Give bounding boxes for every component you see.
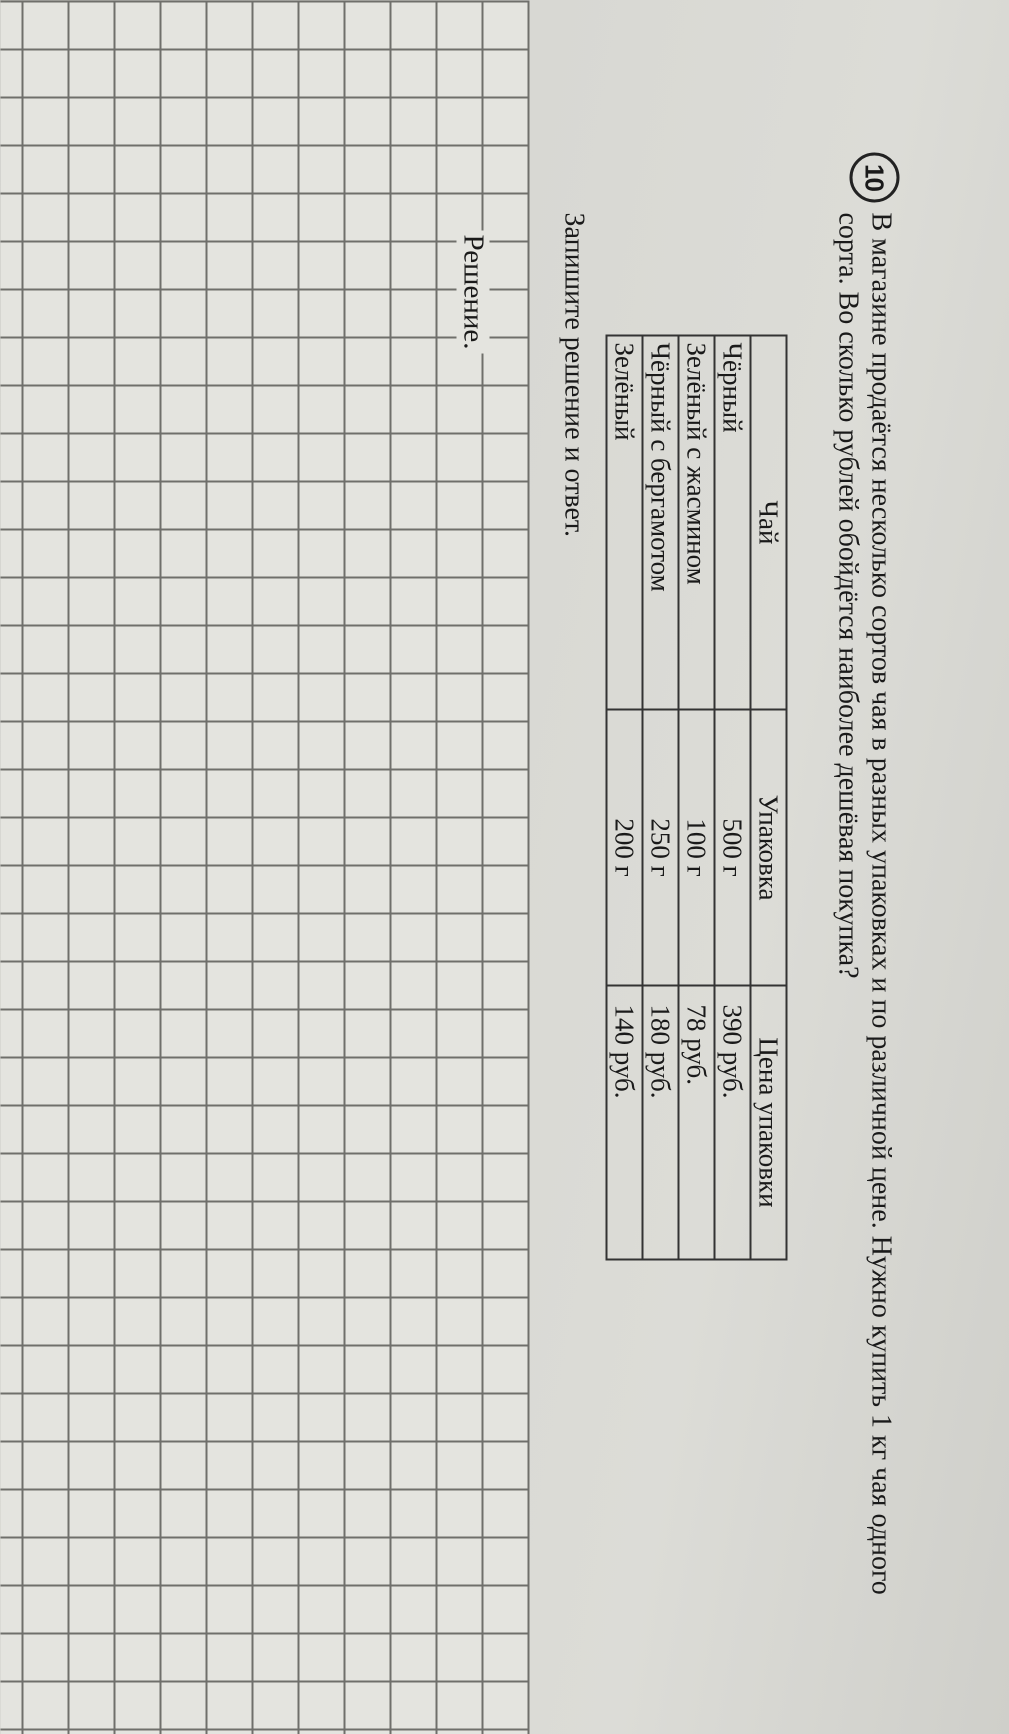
table-header-row (750, 335, 786, 1259)
header-tea: Чай (750, 335, 786, 709)
tea-price-table (605, 334, 787, 1260)
header-package: Упаковка (750, 709, 786, 985)
cell-tea: Зелёный с жасмином (678, 335, 714, 709)
cell-package: 250 г (642, 709, 678, 985)
cell-package: 100 г (678, 709, 714, 985)
header-price: Цена упаковки (750, 985, 786, 1259)
cell-price: 390 руб. (714, 985, 750, 1259)
table-row (606, 335, 642, 1259)
cell-package: 500 г (714, 709, 750, 985)
cell-tea: Чёрный с бергамотом (642, 335, 678, 709)
cell-price: 180 руб. (642, 985, 678, 1259)
problem-statement: В магазине продаётся несколько сортов чая в разных упаковках и по различной цене. Нужно купить 1 кг чая одного сорта. Во сколько рублей обойдётся наиболее дешёвая покупка? (832, 212, 896, 1595)
table-row (714, 335, 750, 1259)
instruction-text: Запишите решение и ответ. (558, 212, 589, 537)
cell-tea: Зелёный (606, 335, 642, 709)
problem-number-badge: 10 (849, 152, 899, 202)
table-row (642, 335, 678, 1259)
cell-price: 78 руб. (678, 985, 714, 1259)
table-row (678, 335, 714, 1259)
solution-label: Решение. (456, 230, 489, 353)
cell-price: 140 руб. (606, 985, 642, 1259)
cell-package: 200 г (606, 709, 642, 985)
cell-tea: Чёрный (714, 335, 750, 709)
